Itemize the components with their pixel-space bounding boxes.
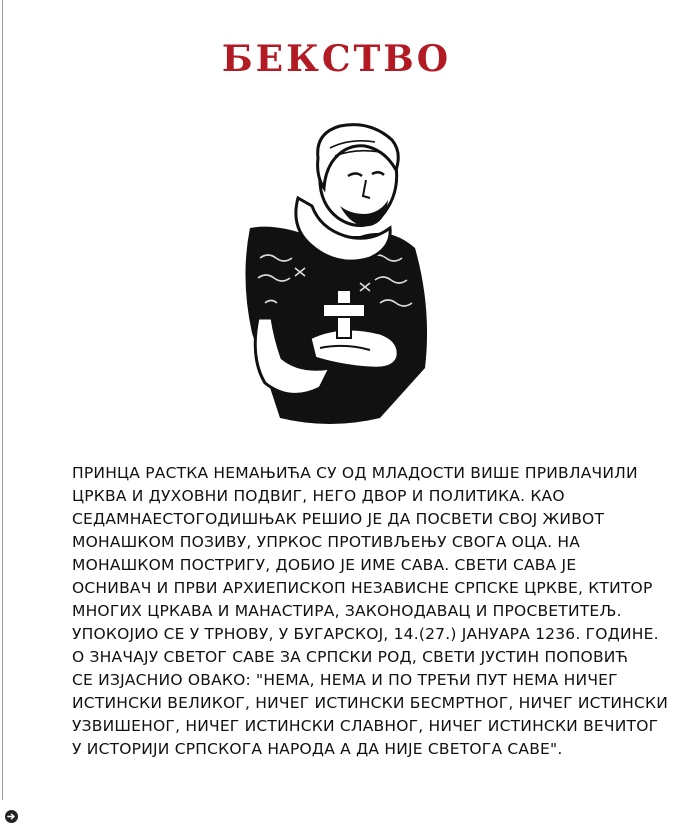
next-page-button[interactable] [5, 810, 18, 823]
saint-sava-illustration [220, 118, 450, 433]
body-line: УЗВИШЕНОГ, НИЧЕГ ИСТИНСКИ СЛАВНОГ, НИЧЕГ ИСТИНСКИ ВЕЧИТОГ [72, 717, 659, 735]
body-line: ОСНИВАЧ И ПРВИ АРХИЕПИСКОП НЕЗАВИСНЕ СРПСКЕ ЦРКВЕ, КТИТОР [72, 579, 653, 597]
body-line: МНОГИХ ЦРКАВА И МАНАСТИРА, ЗАКОНОДАВАЦ И ПРОСВЕТИТЕЉ. [72, 602, 622, 620]
page-edge-divider [2, 0, 3, 800]
body-line: СЕДАМНАЕСТОГОДИШЊАК РЕШИО ЈЕ ДА ПОСВЕТИ СВОЈ ЖИВОТ [72, 510, 605, 528]
body-text [72, 462, 669, 761]
body-line: ЦРКВА И ДУХОВНИ ПОДВИГ, НЕГО ДВОР И ПОЛИТИКА. КАО [72, 487, 565, 505]
page-title: БЕКСТВО [221, 38, 452, 80]
body-line: МОНАШКОМ ПОСТРИГУ, ДОБИО ЈЕ ИМЕ САВА. СВЕТИ САВА ЈЕ [72, 556, 577, 574]
body-line: МОНАШКОМ ПОЗИВУ, УПРКОС ПРОТИВЉЕЊУ СВОГА ОЦА. НА [72, 533, 581, 551]
body-line: ИСТИНСКИ ВЕЛИКОГ, НИЧЕГ ИСТИНСКИ БЕСМРТНОГ, НИЧЕГ ИСТИНСКИ [72, 694, 669, 712]
body-line: УПОКОЈИО СЕ У ТРНОВУ, У БУГАРСКОЈ, 14.(27.) ЈАНУАРА 1236. ГОДИНЕ. [72, 625, 659, 643]
body-line: У ИСТОРИЈИ СРПСКОГА НАРОДА А ДА НИЈЕ СВЕТОГА САВЕ". [72, 740, 563, 758]
arrow-right-circle-icon [7, 812, 16, 821]
body-line: ПРИНЦА РАСТКА НЕМАЊИЋА СУ ОД МЛАДОСТИ ВИШЕ ПРИВЛАЧИЛИ [72, 464, 638, 482]
body-line: СЕ ИЗЈАСНИО ОВАКО: "НЕМА, НЕМА И ПО ТРЕЋИ ПУТ НЕМА НИЧЕГ [72, 671, 618, 689]
body-line: О ЗНАЧАЈУ СВЕТОГ САВЕ ЗА СРПСКИ РОД, СВЕТИ ЈУСТИН ПОПОВИЋ [72, 648, 628, 666]
